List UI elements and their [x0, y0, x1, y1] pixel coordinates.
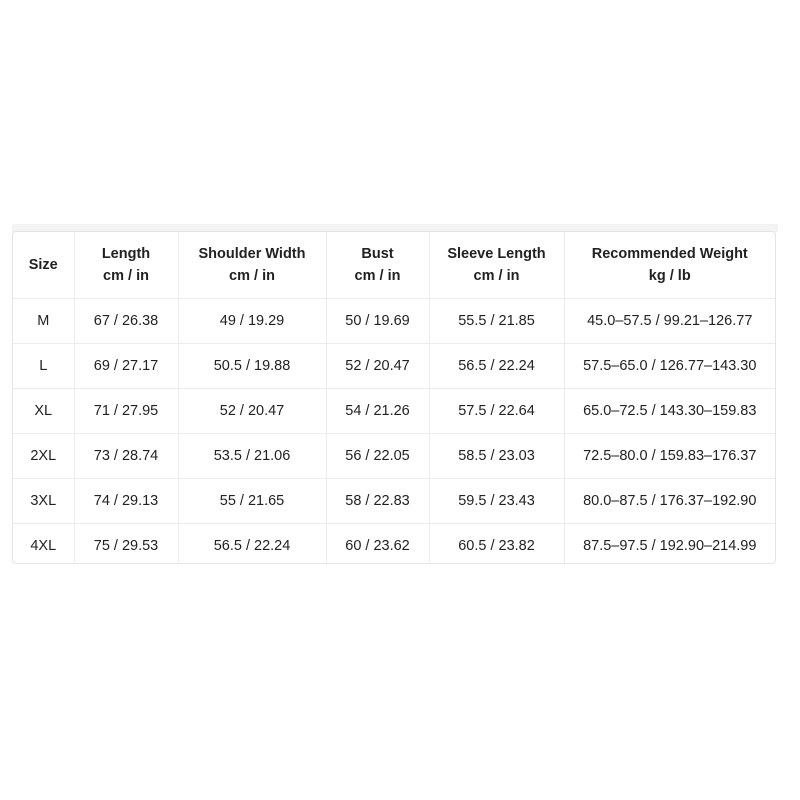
- cell-length: 71 / 27.95: [74, 389, 178, 434]
- header-shoulder-width: [178, 232, 326, 299]
- header-size-title: Size: [28, 257, 58, 273]
- cell-sleeve-length: 55.5 / 21.85: [429, 299, 564, 344]
- cell-size: 3XL: [13, 479, 74, 524]
- cell-recommended-weight: 45.0–57.5 / 99.21–126.77: [564, 299, 775, 344]
- cell-size: M: [13, 299, 74, 344]
- cell-shoulder-width: 53.5 / 21.06: [178, 434, 326, 479]
- table-row: [13, 524, 775, 565]
- cell-shoulder-width: 55 / 21.65: [178, 479, 326, 524]
- cell-length: 73 / 28.74: [74, 434, 178, 479]
- cell-length: 69 / 27.17: [74, 344, 178, 389]
- cell-size: 4XL: [13, 524, 74, 565]
- header-sleeve-length: [429, 232, 564, 299]
- cell-recommended-weight: 65.0–72.5 / 143.30–159.83: [564, 389, 775, 434]
- cell-shoulder-width: 50.5 / 19.88: [178, 344, 326, 389]
- header-recommended-weight: [564, 232, 775, 299]
- header-sleeve-length-unit: cm / in: [473, 268, 520, 284]
- cell-sleeve-length: 58.5 / 23.03: [429, 434, 564, 479]
- header-shoulder-width-unit: cm / in: [229, 268, 275, 284]
- header-sleeve-length-title: Sleeve Length: [447, 246, 546, 262]
- table-row: [13, 344, 775, 389]
- table-row: [13, 299, 775, 344]
- size-chart: [13, 232, 775, 564]
- header-shoulder-width-title: Shoulder Width: [198, 246, 306, 262]
- cell-sleeve-length: 57.5 / 22.64: [429, 389, 564, 434]
- header-bust-title: Bust: [361, 246, 394, 262]
- cell-recommended-weight: 72.5–80.0 / 159.83–176.37: [564, 434, 775, 479]
- header-row: [13, 232, 775, 299]
- table-row: [13, 479, 775, 524]
- cell-size: XL: [13, 389, 74, 434]
- cell-sleeve-length: 60.5 / 23.82: [429, 524, 564, 565]
- cell-recommended-weight: 57.5–65.0 / 126.77–143.30: [564, 344, 775, 389]
- table-row: [13, 389, 775, 434]
- cell-sleeve-length: 59.5 / 23.43: [429, 479, 564, 524]
- header-bust: [326, 232, 429, 299]
- header-recommended-weight-title: Recommended Weight: [591, 246, 748, 262]
- cell-length: 75 / 29.53: [74, 524, 178, 565]
- cell-shoulder-width: 49 / 19.29: [178, 299, 326, 344]
- cell-length: 74 / 29.13: [74, 479, 178, 524]
- cell-bust: 60 / 23.62: [326, 524, 429, 565]
- cell-size: 2XL: [13, 434, 74, 479]
- cell-shoulder-width: 56.5 / 22.24: [178, 524, 326, 565]
- cell-shoulder-width: 52 / 20.47: [178, 389, 326, 434]
- header-length: [74, 232, 178, 299]
- header-bust-unit: cm / in: [354, 268, 401, 284]
- cell-bust: 56 / 22.05: [326, 434, 429, 479]
- cell-length: 67 / 26.38: [74, 299, 178, 344]
- cell-bust: 50 / 19.69: [326, 299, 429, 344]
- cell-bust: 52 / 20.47: [326, 344, 429, 389]
- cell-recommended-weight: 80.0–87.5 / 176.37–192.90: [564, 479, 775, 524]
- header-recommended-weight-unit: kg / lb: [648, 268, 691, 284]
- cell-bust: 54 / 21.26: [326, 389, 429, 434]
- header-length-title: Length: [101, 246, 151, 262]
- header-size: [13, 232, 74, 299]
- cell-bust: 58 / 22.83: [326, 479, 429, 524]
- cell-size: L: [13, 344, 74, 389]
- size-chart-table: [12, 231, 776, 564]
- cell-recommended-weight: 87.5–97.5 / 192.90–214.99: [583, 538, 757, 554]
- cell-sleeve-length: 56.5 / 22.24: [429, 344, 564, 389]
- table-row: [13, 434, 775, 479]
- header-length-unit: cm / in: [103, 268, 149, 284]
